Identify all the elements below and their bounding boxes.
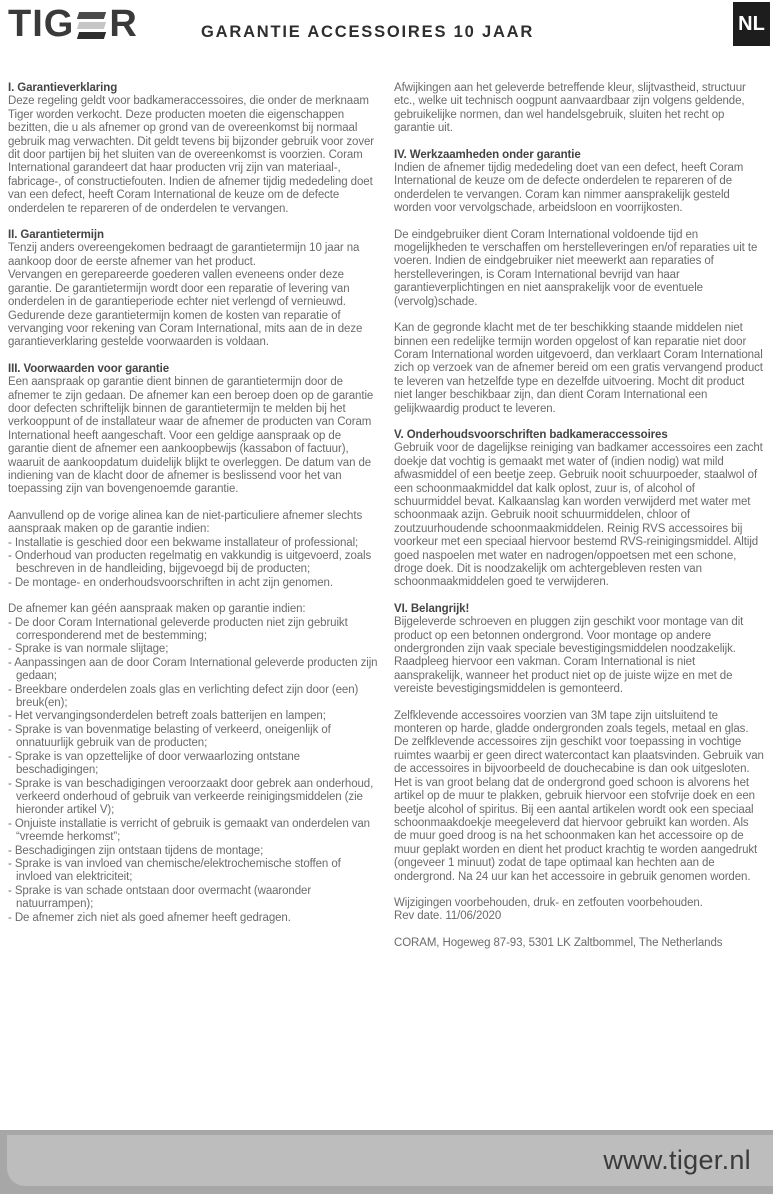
- section-heading: II. Garantietermijn: [8, 229, 104, 242]
- bullet-item: - De afnemer zich niet als goed afnemer heeft gedragen.: [8, 911, 291, 924]
- document-body: [8, 82, 765, 950]
- column-right: [394, 82, 764, 950]
- logo-e-bar-middle: [77, 22, 106, 29]
- bullet-item: - Breekbare onderdelen zoals glas en verlichting defect zijn door (een) breuk(en);: [8, 683, 359, 710]
- paragraph: Wijzigingen voorbehouden, druk- en zetfouten voorbehouden.: [394, 896, 703, 909]
- bullet-item: - Aanpassingen aan de door Coram International geleverde producten zijn gedaan;: [8, 656, 378, 683]
- paragraph-gap: [394, 884, 764, 897]
- paragraph-gap: [394, 136, 764, 149]
- paragraph: Vervangen en gerepareerde goederen vallen eveneens onder deze garantie. De garantietermijn wordt door een reparatie of levering van onderdelen in de garantieperiode echter niet verlengd of vernieuwd.: [8, 269, 350, 309]
- paragraph: Gedurende deze garantietermijn komen de kosten van reparatie of vervanging voor rekening van Coram International, mits aan de in deze garantieverklaring gestelde voorwaarden is voldaan.: [8, 309, 363, 349]
- bullet-item: - Sprake is van normale slijtage;: [8, 643, 169, 656]
- paragraph: De afnemer kan géén aanspraak maken op garantie indien:: [8, 603, 306, 616]
- paragraph: Zelfklevende accessoires voorzien van 3M tape zijn uitsluitend te monteren op harde, gladde ondergronden zoals tegels, metaal en glas. De zelfklevende accessoires zijn geschikt voor toepassing in vochtige ruimtes waarbij er geen direct watercontact kan plaatsvinden. Gebruik van de accessoires in bijvoorbeeld de douchecabine is dan ook uitgesloten. Het is van groot belang dat de ondergrond goed schoon is alvorens het artikel op de muur te plakken, gebruik hiervoor een stofvrije doek en een beetje alcohol of spiritus. Bij een aantal artikelen wordt ook een speciaal schoonmaakdoekje meegeleverd dat hiervoor gebruikt kan worden. Als de muur goed droog is na het schoonmaken kan het accessoire op de muur geplakt worden en dient het product krachtig te worden aangedrukt (ongeveer 1 minuut) zodat de tape optimaal kan hechten aan de ondergrond. Na 24 uur kan het accessoire in gebruik genomen worden.: [394, 709, 764, 883]
- logo-text-tig: TIG: [8, 3, 75, 45]
- section-heading: III. Voorwaarden voor garantie: [8, 362, 170, 375]
- bullet-item: - Installatie is geschied door een bekwame installateur of professional;: [8, 536, 359, 549]
- paragraph: Rev date. 11/06/2020: [394, 910, 502, 923]
- paragraph: Kan de gegronde klacht met de ter beschikking staande middelen niet binnen een redelijke termijn worden opgelost of kan reparatie niet door Coram International worden uitgevoerd, dan verklaart Coram International zich op verzoek van de afnemer bereid om een gratis vervangend product te leveren van hetzelfde type en dezelfde uitvoering. Mocht dit product niet langer beschikbaar zijn, dan dient Coram International een gelijkwaardig product te leveren.: [394, 322, 763, 415]
- footer-panel: [7, 1135, 773, 1186]
- paragraph-gap: [8, 350, 378, 363]
- paragraph-gap: [394, 416, 764, 429]
- bullet-item: - Beschadigingen zijn ontstaan tijdens de montage;: [8, 844, 264, 857]
- section-heading: I. Garantieverklaring: [8, 82, 118, 94]
- paragraph: Tenzij anders overeengekomen bedraagt de garantietermijn 10 jaar na aankoop door de eerste afnemer van het product.: [8, 242, 360, 268]
- paragraph: De eindgebruiker dient Coram International voldoende tijd en mogelijkheden te verschaffen om herstelleveringen en/of reparaties uit te voeren. Indien de eindgebruiker niet meewerkt aan reparaties of herstelleveringen, is Coram International bevrijd van haar garantieverplichtingen en niet aansprakelijk voor de eventuele (vervolg)schade.: [394, 228, 758, 308]
- bullet-item: - Onderhoud van producten regelmatig en vakkundig is uitgevoerd, zoals beschreven in de handleiding, bijgevoegd bij de producten;: [8, 550, 372, 576]
- paragraph-gap: [394, 697, 764, 710]
- page-title: GARANTIE ACCESSOIRES 10 JAAR: [201, 23, 535, 41]
- bullet-item: - Sprake is van invloed van chemische/elektrochemische stoffen of invloed van elektriciteit;: [8, 857, 341, 884]
- website-url: www.tiger.nl: [603, 1145, 751, 1175]
- paragraph: Bijgeleverde schroeven en pluggen zijn geschikt voor montage van dit product op een betonnen ondergrond. Voor montage op andere ondergronden zijn vaak speciale bevestigingsmiddelen noodzakelijk. Raadpleeg hiervoor een vakman. Coram International is niet aansprakelijk, wanneer het product niet op de juiste wijze en met de vereiste bevestigingsmiddelen is gemonteerd.: [394, 616, 744, 696]
- language-badge: NL: [733, 2, 770, 46]
- section-heading: V. Onderhoudsvoorschriften badkameraccessoires: [394, 428, 668, 441]
- bullet-item: - Sprake is van opzettelijke of door verwaarlozing ontstane beschadigingen;: [8, 750, 300, 777]
- logo-e-bar-top: [77, 12, 106, 19]
- bullet-item: - De door Coram International geleverde producten niet zijn gebruikt corresponderend met de bestemming;: [8, 616, 348, 643]
- bullet-item: - De montage- en onderhoudsvoorschriften in acht zijn genomen.: [8, 576, 333, 589]
- bullet-item: - Sprake is van schade ontstaan door overmacht (waaronder natuurrampen);: [8, 884, 312, 911]
- document-header: [0, 0, 773, 78]
- section-heading: VI. Belangrijk!: [394, 602, 470, 615]
- paragraph: Gebruik voor de dagelijkse reiniging van badkamer accessoires een zacht doekje dat vochtig is gemaakt met water of (indien nodig) wat mild afwasmiddel of een beetje zeep. Gebruik nooit schuurpoeder, staalwol of een schoonmaakmiddel dat kalk oplost, zuur is, of alcohol of schuurmiddel bevat. Kalkaanslag kan worden verwijderd met water met schoonmaak azijn. Gebruik nooit schuurmiddelen, chloor of zoutzuurhoudende schoonmaakmiddelen. Reinig RVS accessoires bij voorkeur met een speciaal hiervoor bestemd RVS-reinigingsmiddel. Altijd goed naspoelen met water en nadrogen/oppoetsen met een schone, droge doek. Dit is noodzakelijk om achtergebleven resten van schoonmaakmiddelen goed te verwijderen.: [394, 442, 763, 589]
- paragraph-gap: [8, 216, 378, 229]
- paragraph: CORAM, Hogeweg 87-93, 5301 LK Zaltbommel, The Netherlands: [394, 936, 723, 949]
- paragraph: Indien de afnemer tijdig mededeling doet van een defect, heeft Coram International de keuze om de defecte onderdelen te repareren of de onderdelen te vervangen. Coram kan nimmer aansprakelijk gesteld worden voor vervolgschade, arbeidsloon en voorrijkosten.: [394, 162, 744, 215]
- logo-e-icon: [78, 12, 105, 39]
- paragraph: Afwijkingen aan het geleverde betreffende kleur, slijtvastheid, structuur etc., welke uit technisch oogpunt aanvaardbaar zijn volgens geldende, gebruikelijke normen, dan wel handelsgebruik, sluiten het recht op garantie uit.: [394, 82, 746, 135]
- logo-e-bar-bottom: [77, 32, 106, 39]
- paragraph-gap: [394, 216, 764, 229]
- footer-bar: [0, 1130, 773, 1194]
- paragraph-gap: [394, 924, 764, 937]
- paragraph-gap: [394, 590, 764, 603]
- paragraph-gap: [8, 497, 378, 510]
- bullet-item: - Sprake is van beschadigingen veroorzaakt door gebrek aan onderhoud, verkeerd onderhoud of gebruik van verkeerde reinigingsmiddelen (zie hieronder artikel V);: [8, 777, 374, 817]
- tiger-logo: [8, 3, 138, 45]
- paragraph: Een aanspraak op garantie dient binnen de garantietermijn door de afnemer te zijn gedaan. De afnemer kan een beroep doen op de garantie door defecten schriftelijk binnen de garantietermijn te melden bij het verkooppunt of de installateur waar de afnemer de producten van Coram International heeft aangeschaft. Voor een geldige aanspraak op de garantie dient de afnemer een aankoopbewijs (kassabon of factuur), waaruit de aankoopdatum duidelijk blijkt te overleggen. De datum van de indiening van de klacht door de afnemer is beslissend voor het van toepassing zijn van bovengenoemde garantie.: [8, 376, 374, 496]
- logo-text-r: R: [109, 3, 138, 45]
- paragraph-gap: [8, 590, 378, 603]
- paragraph-gap: [394, 309, 764, 322]
- section-heading: IV. Werkzaamheden onder garantie: [394, 148, 581, 161]
- bullet-item: - Het vervangingsonderdelen betreft zoals batterijen en lampen;: [8, 710, 326, 723]
- bullet-item: - Onjuiste installatie is verricht of gebruik is gemaakt van onderdelen van “vreemde herkomst”;: [8, 817, 370, 844]
- paragraph: Aanvullend op de vorige alinea kan de niet-particuliere afnemer slechts aanspraak maken op de garantie indien:: [8, 509, 363, 536]
- paragraph: Deze regeling geldt voor badkameraccessoires, die onder de merknaam Tiger worden verkocht. Deze producten moeten die eigenschappen bezitten, die u als afnemer op grond van de overeenkomst bij normaal gebruik mag verwachten. Dit geldt tevens bij bijzonder gebruik voor zover dit door partijen bij het sluiten van de overeenkomst is voorzien. Coram International garandeert dat haar producten vrij zijn van materiaal-, fabricage-, of constructiefouten. Indien de afnemer tijdig mededeling doet van een defect, heeft Coram International de keuze om de defecte onderdelen te repareren of de onderdelen te vervangen.: [8, 95, 375, 215]
- bullet-item: - Sprake is van bovenmatige belasting of verkeerd, oneigenlijk of onnatuurlijk gebruik van de producten;: [8, 723, 331, 750]
- column-left: [8, 82, 378, 950]
